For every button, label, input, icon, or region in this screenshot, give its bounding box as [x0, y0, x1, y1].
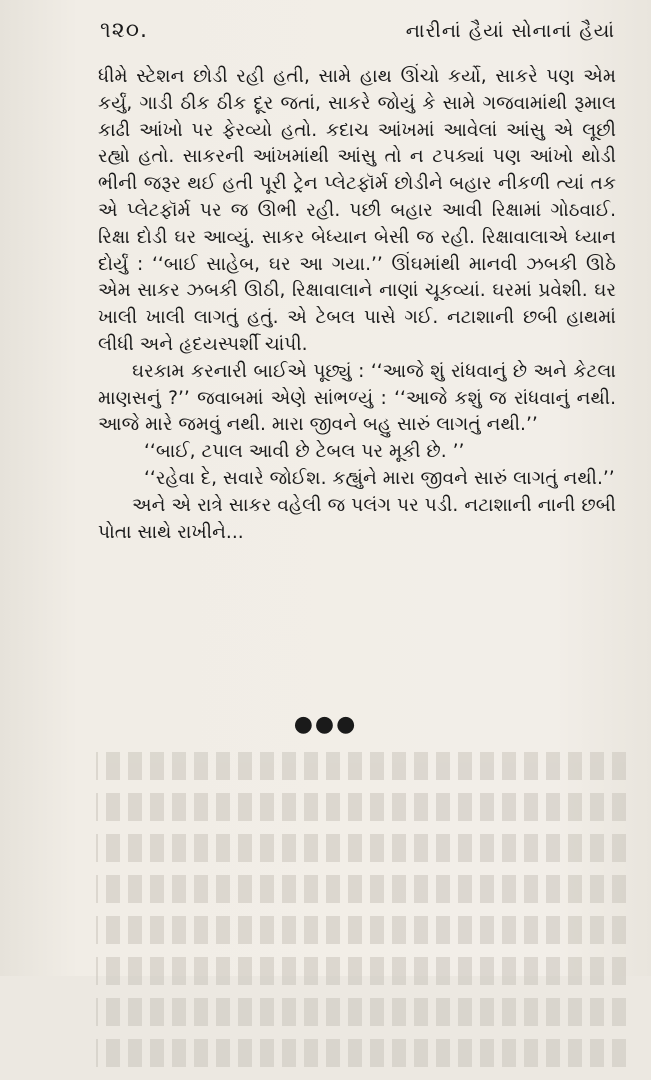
page-number: ૧૨૦.: [100, 18, 148, 43]
body-text: [98, 64, 616, 546]
running-title: નારીનાં હૈયાં સોનાનાં હૈયાં: [405, 20, 615, 42]
paragraph: ‘‘બાઈ, ટપાલ આવી છે ટેબલ પર મૂકી છે. ’’: [144, 441, 465, 463]
paragraph: અને એ રાત્રે સાકર વહેલી જ પલંગ પર પડી. નટાશાની નાની છબી પોતા સાથે રાખીને...: [98, 494, 616, 543]
paragraph: ઘરકામ કરનારી બાઈએ પૂછ્યું : ‘‘આજે શું રાંધવાનું છે અને કેટલા માણસનું ?’’ જવાબમાં એણે સાંભળ્યું : ‘‘આજે કશું જ રાંધવાનું નથી. આજે મારે જમવું નથી. મારા જીવને બહુ સારું લાગતું નથી.’’: [98, 360, 616, 436]
paragraph: ‘‘રહેવા દે, સવારે જોઈશ. કહ્યુંને મારા જીવને સારું લાગતું નથી.’’: [144, 467, 615, 489]
paragraph: ધીમે સ્ટેશન છોડી રહી હતી, સામે હાથ ઊંચો કર્યો, સાકરે પણ એમ કર્યું, ગાડી ઠીક ઠીક દૂર જતાં, સાકરે જોયું કે સામે ગજવામાંથી રૂમાલ કાઢી આંખો પર ફેરવ્યો હતો. કદાચ આંખમાં આવેલાં આંસુ એ લૂછી રહ્યો હતો. સાકરની આંખમાંથી આંસુ તો ન ટપક્યાં પણ આંખો થોડી ભીની જરૂર થઈ હતી પૂરી ટ્રેન પ્લેટફૉર્મ છોડીને બહાર નીકળી ત્યાં તક એ પ્લેટફૉર્મ પર જ ઊભી રહી. પછી બહાર આવી રિક્ષામાં ગોઠવાઈ. રિક્ષા દોડી ઘર આવ્યું. સાકર બેધ્યાન બેસી જ રહી. રિક્ષાવાલાએ ધ્યાન દોર્યું : ‘‘બાઈ સાહેબ, ઘર આ ગયા.’’ ઊંઘમાંથી માનવી ઝબકી ઊઠે એમ સાકર ઝબકી ઊઠી, રિક્ષાવાલાને નાણાં ચૂકવ્યાં. ઘરમાં પ્રવેશી. ઘર ખાલી ખાલી લાગતું હતું. એ ટેબલ પાસે ગઈ. નટાશાની છબી હાથમાં લીધી અને હૃદયસ્પર્શી ચાંપી.: [98, 66, 616, 355]
page-header: [100, 18, 615, 43]
section-break-ornament: ●●●: [293, 712, 358, 737]
show-through-texture: [96, 740, 626, 1080]
